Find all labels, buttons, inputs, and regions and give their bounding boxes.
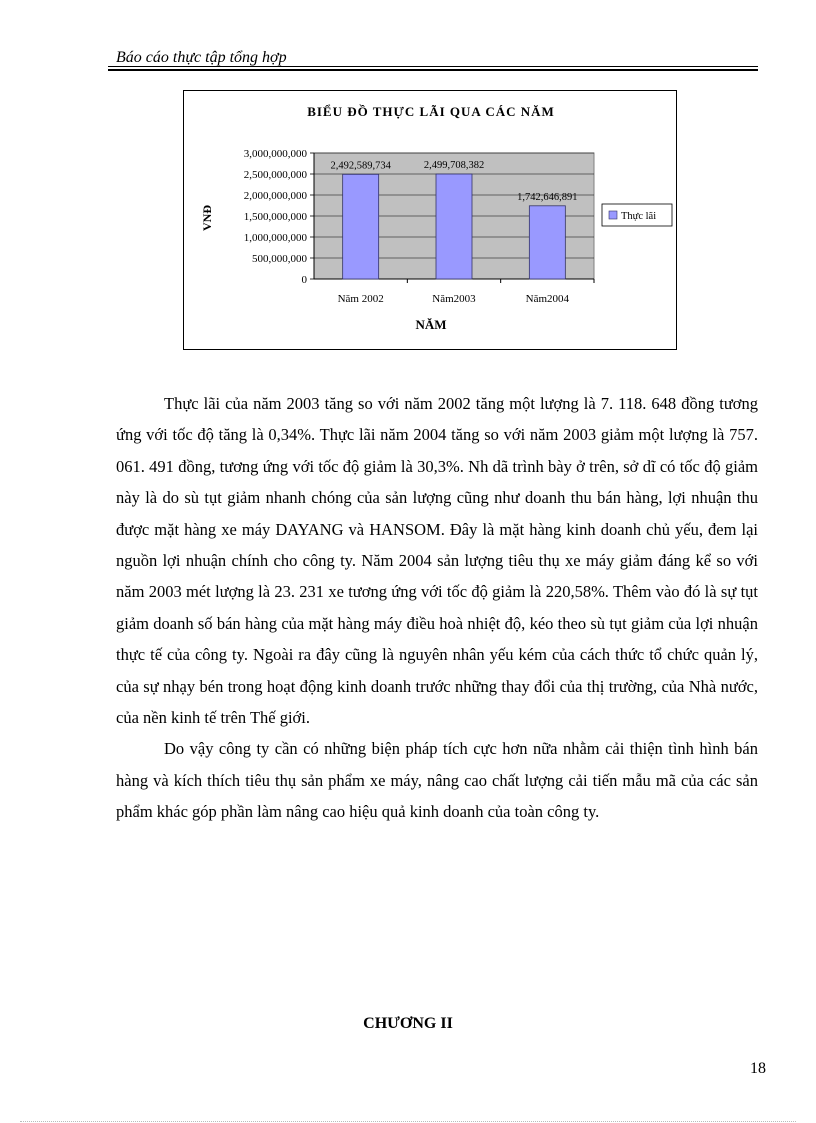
page-bottom-border xyxy=(20,1121,796,1122)
x-tick-label: Năm2003 xyxy=(432,293,476,305)
bar-chart xyxy=(184,91,678,351)
legend-swatch xyxy=(609,211,617,219)
data-label: 1,742,646,891 xyxy=(517,191,578,203)
legend-label: Thực lãi xyxy=(621,211,657,222)
header-rule-thin xyxy=(108,66,758,67)
chapter-heading: CHƯƠNG II xyxy=(363,1015,453,1032)
y-tick-label: 3,000,000,000 xyxy=(243,148,307,160)
y-tick-label: 0 xyxy=(301,274,307,286)
chart-frame xyxy=(183,90,677,350)
y-axis-label: VNĐ xyxy=(200,205,214,231)
bar xyxy=(343,174,379,279)
paragraph-1: Thực lãi của năm 2003 tăng so với năm 2002 tăng một lượng là 7. 118. 648 đồng tương ứng với tốc độ tăng là 0,34%. Thực lãi năm 2004 tăng so với năm 2003 giảm một lượng là 757. 061. 491 đồng, tương ứng với tốc độ giảm là 30,3%. Nh dã trình bày ở trên, sở dĩ có tốc độ giảm này là do sù tụt giảm nhanh chóng của sản lượng cũng như doanh thu bán hàng, lợi nhuận thu được mặt hàng xe máy DAYANG và HANSOM. Đây là mặt hàng kinh doanh chủ yếu, đem lại nguồn lợi nhuận chính cho công ty. Năm 2004 sản lượng tiêu thụ xe máy giảm đáng kể so với năm 2003 mét lượng là 23. 231 xe tương ứng với tốc độ giảm là 220,58%. Thêm vào đó là sự tụt giảm doanh số bán hàng của mặt hàng máy điều hoà nhiệt độ, kéo theo sù tụt giảm của lợi nhuận thực tế của công ty. Ngoài ra đây cũng là nguyên nhân yếu kém của cách thức tổ chức quản lý, của sự nhạy bén trong hoạt động kinh doanh trước những thay đổi của thị trường, của Nhà nước, của nền kinh tế trên Thế giới. xyxy=(116,394,758,728)
chart-title: BIỂU ĐỒ THỰC LÃI QUA CÁC NĂM xyxy=(307,104,555,119)
bar xyxy=(436,174,472,279)
x-tick-label: Năm2004 xyxy=(525,293,570,305)
data-label: 2,492,589,734 xyxy=(330,160,391,172)
data-label: 2,499,708,382 xyxy=(423,160,485,172)
page-number: 18 xyxy=(750,1060,766,1077)
bar xyxy=(529,206,565,279)
y-tick-label: 500,000,000 xyxy=(252,253,307,265)
x-tick-label: Năm 2002 xyxy=(337,293,384,305)
body-text xyxy=(116,388,758,828)
paragraph-2: Do vậy công ty cần có những biện pháp tích cực hơn nữa nhằm cải thiện tình hình bán hàng và kích thích tiêu thụ sản phẩm xe máy, nâng cao chất lượng cải tiến mẫu mã của các sản phẩm khác góp phần làm nâng cao hiệu quả kinh doanh của toàn công ty. xyxy=(116,739,758,822)
x-axis-label: NĂM xyxy=(415,317,447,332)
y-tick-label: 1,500,000,000 xyxy=(243,211,307,223)
y-tick-label: 1,000,000,000 xyxy=(243,232,307,244)
y-tick-label: 2,500,000,000 xyxy=(243,169,307,181)
header-rule-thick xyxy=(108,69,758,71)
page-header-title: Báo cáo thực tập tổng hợp xyxy=(116,49,287,66)
y-tick-label: 2,000,000,000 xyxy=(243,190,307,202)
